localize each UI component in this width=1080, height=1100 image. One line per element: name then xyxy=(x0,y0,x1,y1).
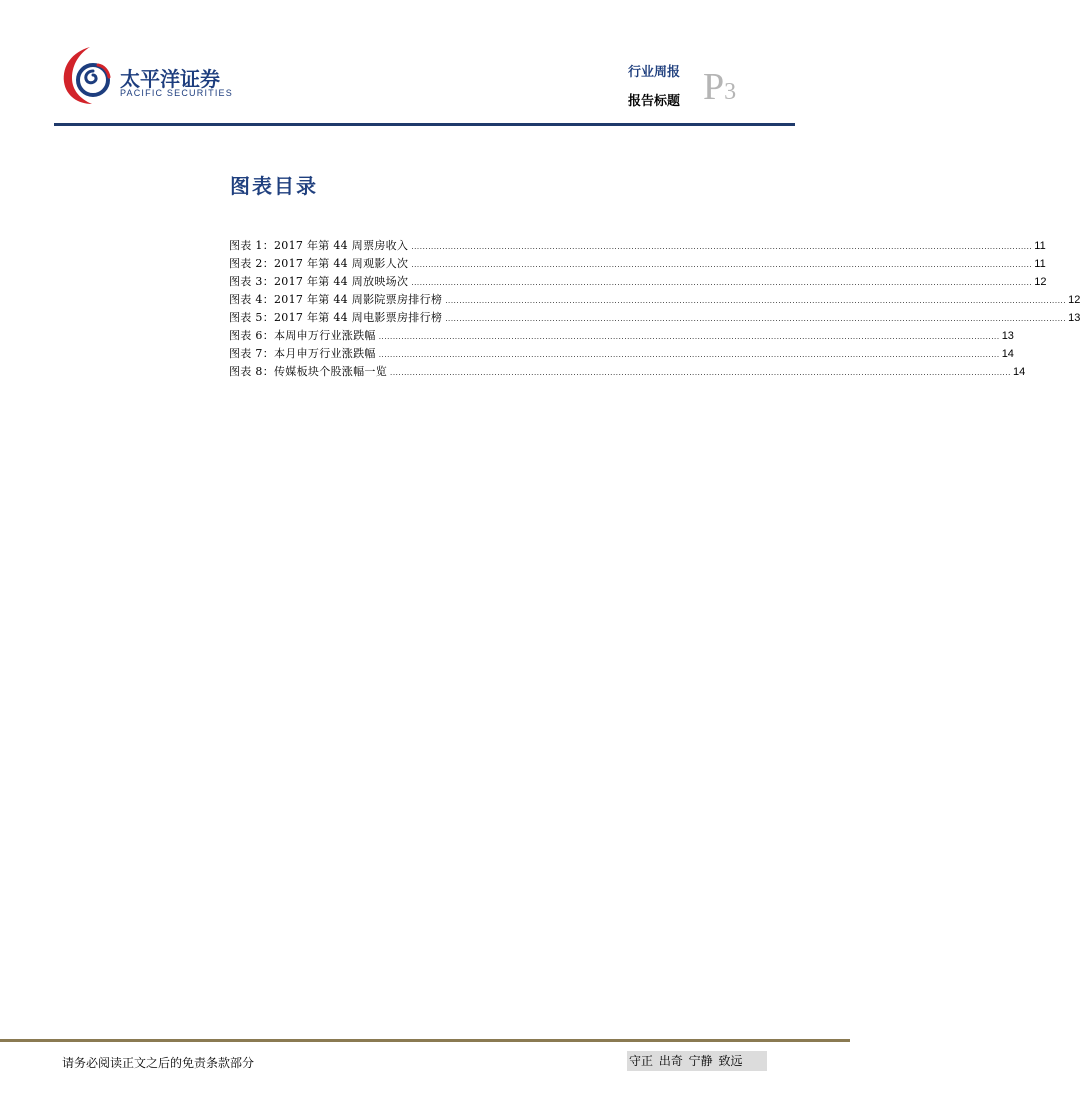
toc-item-label: 图表 8：传媒板块个股涨幅一览 xyxy=(229,365,387,378)
toc-item-page: 13 xyxy=(1068,312,1080,324)
toc-dot-leader: ............................................................................................................................................................................................................................ xyxy=(411,260,1033,269)
footer-motto: 守正 出奇 宁静 致远 xyxy=(627,1051,767,1071)
toc-item[interactable] xyxy=(229,345,1014,363)
toc-dot-leader: ............................................................................................................................................................................................................................ xyxy=(378,350,1000,359)
toc-item[interactable] xyxy=(229,273,1047,291)
toc-item-page: 12 xyxy=(1068,294,1080,306)
toc-item[interactable] xyxy=(229,291,1080,309)
page-number-value: 3 xyxy=(724,79,737,105)
toc-item-page: 11 xyxy=(1034,258,1046,270)
toc-item-page: 14 xyxy=(1001,348,1014,360)
pacific-securities-logo-icon xyxy=(60,44,118,106)
toc-heading: 图表目录 xyxy=(230,174,318,198)
toc-item-label: 图表 7：本月申万行业涨跌幅 xyxy=(229,347,376,360)
toc-item-page: 11 xyxy=(1034,240,1046,252)
toc-item-label: 图表 4：2017 年第 44 周影院票房排行榜 xyxy=(229,293,443,306)
report-title: 报告标题 xyxy=(628,94,681,109)
toc-list xyxy=(229,237,1080,381)
brand-name-cn: 太平洋证券 xyxy=(120,67,220,91)
toc-item-label: 图表 1：2017 年第 44 周票房收入 xyxy=(229,239,409,252)
toc-dot-leader: ............................................................................................................................................................................................................................ xyxy=(445,296,1067,305)
toc-item-label: 图表 2：2017 年第 44 周观影人次 xyxy=(229,257,409,270)
toc-item[interactable] xyxy=(229,363,1026,381)
report-type: 行业周报 xyxy=(628,65,681,80)
toc-item-page: 13 xyxy=(1001,330,1014,342)
toc-item-label: 图表 3：2017 年第 44 周放映场次 xyxy=(229,275,409,288)
toc-item-label: 图表 6：本周申万行业涨跌幅 xyxy=(229,329,376,342)
toc-item-page: 12 xyxy=(1034,276,1047,288)
footer-disclaimer: 请务必阅读正文之后的免责条款部分 xyxy=(62,1056,255,1070)
toc-item[interactable] xyxy=(229,309,1080,327)
toc-item-page: 14 xyxy=(1012,366,1026,378)
toc-dot-leader: ............................................................................................................................................................................................................................ xyxy=(378,332,1000,341)
toc-dot-leader: ............................................................................................................................................................................................................................ xyxy=(445,314,1067,323)
toc-item-label: 图表 5：2017 年第 44 周电影票房排行榜 xyxy=(229,311,443,324)
toc-item[interactable] xyxy=(229,255,1046,273)
toc-item[interactable] xyxy=(229,237,1046,255)
page-prefix: P xyxy=(703,66,725,108)
header-divider xyxy=(54,123,795,126)
page-number xyxy=(703,68,736,111)
brand-name-en: PACIFIC SECURITIES xyxy=(120,88,233,98)
toc-dot-leader: ............................................................................................................................................................................................................................ xyxy=(411,242,1033,251)
toc-dot-leader: ............................................................................................................................................................................................................................ xyxy=(411,278,1033,287)
toc-dot-leader: ............................................................................................................................................................................................................................ xyxy=(390,368,1011,377)
toc-item[interactable] xyxy=(229,327,1014,345)
footer-divider xyxy=(0,1039,850,1042)
